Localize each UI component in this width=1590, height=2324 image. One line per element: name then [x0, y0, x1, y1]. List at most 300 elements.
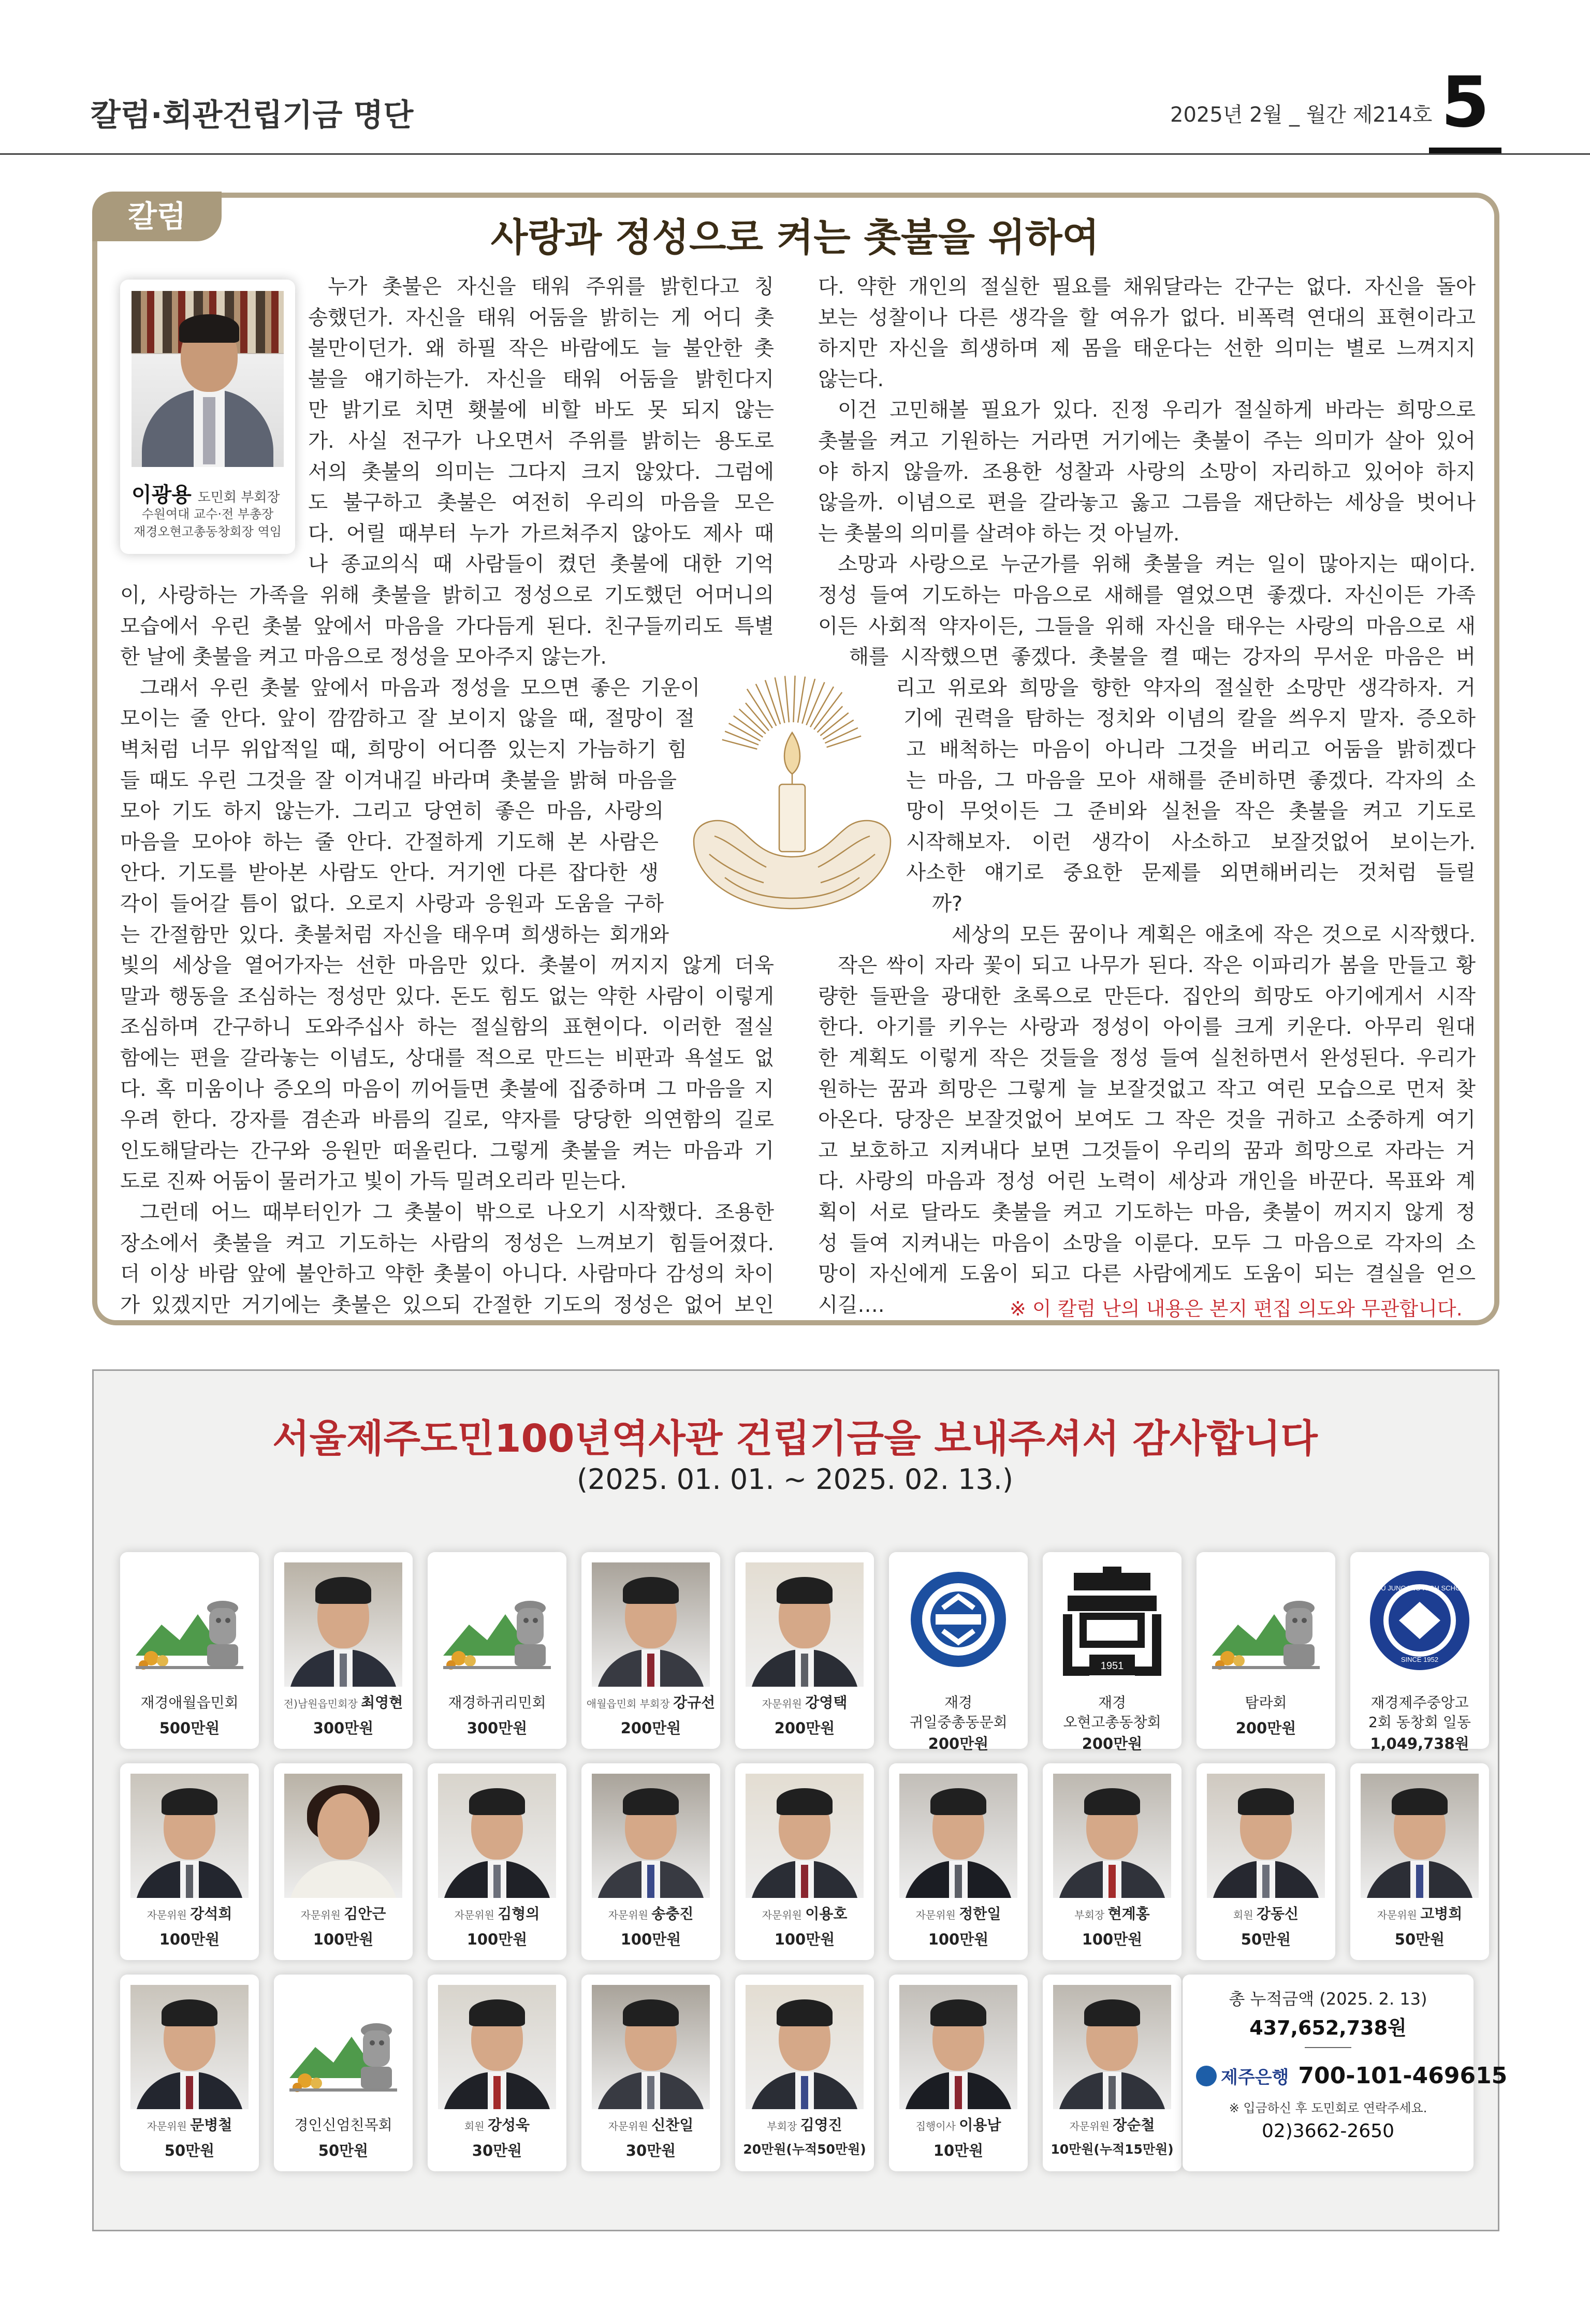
page-number: 5: [1441, 62, 1490, 143]
portrait-hair: [315, 1577, 371, 1604]
portrait-hair: [623, 1788, 679, 1815]
column-right-line-text: 는 촛불의 의미를 살려야 하는 것 아닐까.: [818, 521, 1180, 546]
jungang-name: JEJU JUNGANG HIGH SCHOOL: [1369, 1584, 1470, 1592]
author-name-line: [132, 478, 287, 508]
column-right-line: [818, 333, 1476, 364]
column-left-line-text: 도 불구하고 촛불은 여전히 우리의 마음을 모은: [308, 491, 774, 515]
issue-info: 2025년 2월 _ 월간 제214호: [1170, 103, 1433, 127]
donor-amount: 500만원: [159, 1719, 220, 1737]
column-right-line: [818, 1105, 1476, 1136]
column-left-line-text: 함에는 편을 갈라놓는 이념도, 상대를 적으로 만드는 비판과 욕설도 없: [120, 1046, 774, 1070]
donor-role: 자문위원: [300, 1909, 344, 1921]
column-right-line-text: 고 보호하고 지켜내다 보면 그것들이 우리의 꿈과 희망으로 자라는 거: [818, 1138, 1476, 1163]
column-left-line: [308, 395, 774, 426]
donor-org-name: 재경: [944, 1694, 973, 1711]
donor-role: 자문위원: [608, 2120, 652, 2132]
portrait-tie: [647, 2076, 654, 2109]
donor-card: [735, 1552, 874, 1749]
donor-amount: 10만원(누적15만원): [1051, 2142, 1174, 2157]
donor-org-name: 탐라회: [1245, 1694, 1287, 1711]
column-right-line: [906, 766, 1476, 797]
column-left-line-text: 는 간절함만 있다. 촛불처럼 자신을 태우며 희생하는 회개와: [120, 923, 669, 947]
donor-name-block: [1350, 1693, 1489, 1732]
portrait-hair: [623, 1999, 679, 2026]
harubang-logo-icon: [1212, 1583, 1320, 1671]
column-left-line: [120, 642, 774, 673]
portrait-hair: [1084, 1999, 1140, 2026]
donor-amount: 100만원: [159, 1931, 220, 1948]
donor-photo: [1207, 1562, 1325, 1687]
donor-name: 김영진: [800, 2116, 842, 2133]
donor-amount: 100만원: [928, 1931, 989, 1948]
donor-name: 김안근: [344, 1905, 386, 1922]
column-right-line-text: 하지만 자신을 희생하며 제 몸을 태운다는 선한 의미는 별로 느껴지지: [818, 337, 1476, 361]
portrait-tie: [493, 1865, 501, 1898]
column-right-line: [818, 1166, 1476, 1197]
portrait-hair: [1084, 1788, 1140, 1815]
author-photo: [132, 291, 284, 467]
column-left-line-text: 다. 어릴 때부터 누가 가르쳐주지 않아도 제사 때: [308, 521, 774, 546]
donor-card: [274, 1975, 413, 2171]
donor-amount: 50만원: [1241, 1931, 1291, 1948]
donor-name-block: [428, 2115, 566, 2136]
candle-ray: [785, 676, 789, 723]
donor-amount: 300만원: [313, 1719, 374, 1737]
bank-name: 제주은행: [1221, 2067, 1289, 2088]
donor-card: [428, 1552, 566, 1749]
column-right-line-text: 망이 무엇이든 그 준비와 실천을 작은 촛불을 켜고 기도로: [906, 799, 1476, 824]
portrait-hair: [162, 1999, 217, 2026]
column-left-line-text: 그래서 우린 촛불 앞에서 마음과 정성을 모으면 좋은 기운이: [140, 676, 700, 700]
column-right-line: [906, 735, 1476, 766]
candle-ray: [827, 736, 862, 748]
donor-org-name: 재경제주중앙고: [1370, 1694, 1469, 1711]
total-amount: 437,652,738원: [1249, 2016, 1407, 2039]
donor-card: [735, 1763, 874, 1960]
column-right-line: [818, 1074, 1476, 1105]
donor-card: [120, 1763, 259, 1960]
donor-photo: [746, 1774, 864, 1898]
donor-photo: [899, 1985, 1017, 2109]
donor-photo: [899, 1562, 1017, 1687]
column-left-line: [120, 889, 664, 920]
column-left-line: [120, 580, 774, 611]
donor-role: 회원: [464, 2120, 488, 2132]
portrait-tie: [801, 1865, 808, 1898]
column-left-line: [120, 1105, 774, 1136]
donor-photo: [130, 1774, 249, 1898]
portrait-tie: [801, 2076, 808, 2109]
column-right-line: [818, 272, 1476, 303]
column-right-line-text: 기에 권력을 탐하는 정치와 이념의 칼을 씌우지 말자. 증오하: [903, 707, 1476, 731]
column-left-line: [308, 364, 774, 396]
donor-amount: 200만원: [928, 1735, 989, 1752]
donor-photo: [1361, 1774, 1479, 1898]
donor-amount: 30만원: [625, 2142, 676, 2159]
column-left-line: [308, 303, 774, 334]
donor-card: [735, 1975, 874, 2171]
donor-role: 부회장: [767, 2120, 800, 2132]
column-right-line-text: 획이 서로 달라도 촛불을 켜고 기도하는 마음, 촛불이 꺼지지 않게 정: [818, 1201, 1476, 1224]
donor-org-name: 경인신엄친목회: [294, 2116, 392, 2133]
column-left-line: [120, 766, 677, 797]
candle-ray: [775, 677, 785, 723]
column-left-line-text: 도로 진짜 어둠이 물러가고 빛이 가득 밀려오리라 믿는다.: [120, 1170, 627, 1194]
donor-name: 김형의: [498, 1905, 540, 1922]
donor-org-name: 2회 동창회 일동: [1368, 1714, 1471, 1731]
harubang-logo-icon: [443, 1583, 551, 1671]
donor-amount: 200만원: [1235, 1719, 1296, 1737]
column-left-line-text: 송했던가. 자신을 태워 어둠을 밝히는 게 어디 촛: [308, 305, 774, 330]
donor-card: [120, 1552, 259, 1749]
column-left-line-text: 우려 한다. 강자를 겸손과 바름의 길로, 약자를 당당한 의연함의 길로: [120, 1108, 774, 1132]
column-right-line: [818, 426, 1476, 457]
column-left-line-text: 그런데 어느 때부터인가 그 촛불이 밖으로 나오기 시작했다. 조용한: [140, 1201, 774, 1224]
author-card: [120, 280, 295, 554]
column-left-line: [120, 735, 687, 766]
donor-name: 현계홍: [1107, 1905, 1150, 1922]
donor-role: 집행이사: [915, 2120, 959, 2132]
column-right-line: [906, 858, 1476, 889]
donor-name-block: [428, 1904, 566, 1925]
donor-card: [1197, 1763, 1335, 1960]
donor-name-block: [735, 1693, 874, 1714]
column-title: 사랑과 정성으로 켜는 촛불을 위하여: [490, 215, 1100, 260]
donor-name-block: [1350, 1904, 1489, 1925]
donor-name: 강영택: [805, 1694, 848, 1711]
donor-org-name: 재경하귀리민회: [448, 1694, 546, 1711]
donor-role: 자문위원: [915, 1909, 959, 1921]
portrait-hair: [777, 1999, 833, 2026]
donor-amount: 30만원: [472, 2142, 522, 2159]
column-left-line-text: 안다. 기도를 받아본 사람도 안다. 거기엔 다른 잡다한 생: [120, 861, 659, 885]
donor-amount: 50만원: [164, 2142, 215, 2159]
column-right-line-text: 작은 싹이 자라 꽃이 되고 나무가 된다. 작은 이파리가 봄을 만들고 황: [838, 954, 1476, 978]
column-left-line: [140, 1197, 774, 1229]
column-left-line-text: 모습에서 우린 촛불 앞에서 마음을 가다듬게 된다. 친구들끼리도 특별: [120, 614, 774, 638]
column-left-line-text: 장소에서 촛불을 켜고 기도하는 사람의 정성은 느껴보기 힘들어졌다.: [120, 1231, 774, 1255]
donor-photo: [1053, 1774, 1171, 1898]
portrait-hair: [623, 1577, 679, 1604]
column-right-line: [932, 889, 984, 920]
jungang-emblem-icon: [1361, 1562, 1479, 1687]
ohyun-emblem-icon: [1053, 1562, 1171, 1687]
column-right-line-text: 사소한 얘기로 중요한 문제를 외면해버리는 것처럼 들릴: [906, 861, 1476, 885]
portrait-tie: [647, 1865, 654, 1898]
contact-phone: 02)3662-2650: [1261, 2121, 1395, 2142]
donor-name-block: [120, 2115, 259, 2136]
author-name: 이광용: [132, 483, 192, 507]
column-right-line-text: 다. 약한 개인의 절실한 필요를 채워달라는 간구는 없다. 자신을 돌아: [818, 275, 1476, 299]
donor-name-block: [1043, 1904, 1181, 1925]
column-left-line-text: 만 밝기로 치면 횃불에 비할 바도 못 되지 않는: [308, 398, 774, 422]
column-right-line-text: 한다. 아기를 키우는 사랑과 정성이 아이를 크게 키운다. 아무리 원대: [818, 1015, 1476, 1040]
donor-photo: [592, 1774, 710, 1898]
column-right-line-text: 량한 들판을 광대한 초록으로 만든다. 집안의 희망도 아기에게서 시작: [818, 984, 1476, 1008]
donor-name: 정한일: [959, 1905, 1001, 1922]
column-left-line-text: 각이 들어갈 틈이 없다. 오로지 사랑과 응원과 도움을 구하: [120, 892, 664, 916]
column-disclaimer: ※ 이 칼럼 난의 내용은 본지 편집 의도와 무관합니다.: [1010, 1297, 1463, 1320]
column-right-line: [952, 920, 1476, 951]
column-right-line: [818, 1043, 1476, 1074]
total-separator: [1305, 2047, 1351, 2048]
column-right-line-text: 시작해보자. 이런 생각이 사소하고 보잘것없어 보이는가.: [906, 830, 1476, 854]
donor-name-block: [581, 2115, 720, 2136]
donor-card: [1350, 1763, 1489, 1960]
column-left-line: [328, 272, 774, 303]
donor-name-block: [581, 1904, 720, 1925]
candle-hands-illustration: [673, 670, 911, 929]
column-left-line-text: 인도해달라는 간구와 응원만 떠올린다. 그렇게 촛불을 켜는 마음과 기: [120, 1138, 774, 1163]
donor-name-block: [120, 1693, 259, 1713]
donor-name-block: [274, 1693, 413, 1714]
donor-photo: [592, 1985, 710, 2109]
candle-ray: [793, 676, 795, 722]
donor-name: 고병희: [1420, 1905, 1463, 1922]
portrait-hair: [469, 1788, 525, 1815]
donor-amount: 100만원: [1082, 1931, 1143, 1948]
donor-name-block: [1043, 1693, 1181, 1732]
section-title: 칼럼·회관건립기금 명단: [91, 97, 414, 134]
column-right-line: [818, 519, 1476, 550]
column-left-line-text: 이, 사랑하는 가족을 위해 촛불을 밝히고 정성으로 기도했던 어머니의: [120, 583, 774, 607]
donor-amount: 100만원: [620, 1931, 681, 1948]
harubang-logo-icon: [136, 1583, 243, 1671]
donor-name: 장순철: [1113, 2116, 1155, 2133]
column-right-line: [896, 673, 1476, 704]
column-left-line: [308, 519, 774, 550]
portrait-hair: [930, 1999, 986, 2026]
donor-photo: [1053, 1562, 1171, 1687]
author-affiliation-2: 재경오현고총동창회장 역임: [134, 524, 282, 539]
donor-name: 이용호: [805, 1905, 848, 1922]
donor-name-block: [889, 1693, 1028, 1732]
column-right-line-text: 않는다.: [818, 367, 884, 391]
donor-amount: 10만원: [933, 2142, 984, 2159]
column-right-line: [838, 951, 1476, 982]
column-left-line: [120, 611, 774, 642]
harubang-logo-icon: [289, 2006, 397, 2094]
donor-card: [889, 1975, 1028, 2171]
donor-card: [1043, 1975, 1181, 2171]
column-left-line: [120, 951, 774, 982]
bank-account-line: [1196, 2063, 1508, 2089]
donor-role: 전)남원읍민회장: [283, 1698, 361, 1710]
donor-amount: 200만원: [1082, 1735, 1143, 1752]
donor-period: (2025. 01. 01. ~ 2025. 02. 13.): [576, 1463, 1014, 1496]
column-left-line: [120, 1259, 774, 1290]
portrait-face: [317, 1793, 369, 1860]
donor-photo: [284, 1985, 402, 2109]
column-left-line: [120, 1043, 774, 1074]
column-right-line-text: 다. 사랑의 마음과 정성 어린 노력이 세상과 개인을 바꾼다. 목표와 계: [818, 1170, 1476, 1194]
donor-role: 자문위원: [762, 1909, 806, 1921]
column-right-line-text: 않을까. 이념으로 편을 갈라놓고 옳고 그름을 재단하는 세상을 벗어나: [818, 491, 1476, 515]
donor-name-block: [274, 1904, 413, 1925]
portrait-tie: [647, 1654, 654, 1687]
column-left-line: [120, 1166, 774, 1197]
column-right-line-text: 이건 고민해볼 필요가 있다. 진정 우리가 절실하게 바라는 희망으로: [838, 398, 1476, 422]
donor-role: 회원: [1233, 1909, 1257, 1921]
donor-amount: 50만원: [1394, 1931, 1445, 1948]
column-right-line-text: 소망과 사랑으로 누군가를 위해 촛불을 켜는 일이 많아지는 때이다.: [838, 552, 1476, 577]
donor-title: 서울제주도민100년역사관 건립기금을 보내주셔서 감사합니다: [272, 1416, 1318, 1461]
column-right-line: [818, 488, 1476, 519]
column-right-line-text: 세상의 모든 꿈이나 계획은 애초에 작은 것으로 시작했다.: [952, 923, 1476, 947]
column-right-line-text: 해를 시작했으면 좋겠다. 촛불을 켤 때는 강자의 무서운 마음은 버: [849, 645, 1476, 669]
portrait-tie: [1108, 1865, 1116, 1898]
donor-photo: [130, 1985, 249, 2109]
deposit-note: ※ 입금하신 후 도민회로 연락주세요.: [1229, 2101, 1427, 2115]
donor-name-block: [1197, 1904, 1335, 1925]
column-left-line-text: 말과 행동을 조심하는 정성만 있다. 돈도 힘도 없는 약한 사람이 이렇게: [120, 984, 774, 1008]
donor-amount: 100만원: [466, 1931, 528, 1948]
donor-name: 문병철: [190, 2116, 232, 2133]
donor-name-block: [1043, 2115, 1181, 2136]
column-left-line-text: 더 이상 바람 앞에 불안하고 약한 촛불이 아니다. 사람마다 감성의 차이: [120, 1262, 774, 1287]
column-right-line: [818, 1229, 1476, 1260]
column-left-line-text: 들 때도 우린 그것을 잘 이겨내길 바라며 촛불을 밝혀 마음을: [120, 768, 677, 793]
column-right-line-text: 야 하지 않을까. 조용한 성찰과 사랑의 소망이 자리하고 있어야 하지: [818, 460, 1476, 484]
column-right-line: [818, 580, 1476, 611]
column-left-line-text: 서의 촛불의 의미는 그다지 크지 않았다. 그럼에: [308, 460, 774, 484]
column-right-line: [818, 1012, 1476, 1043]
author-title: 도민회 부회장: [197, 490, 280, 505]
column-right-line: [818, 457, 1476, 488]
donor-role: 자문위원: [1377, 1909, 1421, 1921]
donor-card: [1043, 1763, 1181, 1960]
column-left-line: [308, 426, 774, 457]
column-left-line-text: 한 날에 촛불을 켜고 마음으로 정성을 모아주지 않는가.: [120, 645, 607, 669]
author-affiliation: [120, 505, 295, 540]
column-left-line: [120, 858, 659, 889]
total-card: [1183, 1975, 1508, 2171]
donor-name-block: [274, 2115, 413, 2135]
donor-name-block: [889, 2115, 1028, 2136]
donor-photo: [746, 1562, 864, 1687]
donor-name: 강석희: [190, 1905, 232, 1922]
donor-org-name: 재경: [1098, 1694, 1127, 1711]
donor-amount: 200만원: [620, 1719, 681, 1737]
portrait-hair: [469, 1999, 525, 2026]
portrait-tie: [493, 2076, 501, 2109]
portrait-hair: [1392, 1788, 1448, 1815]
donor-name-block: [428, 1693, 566, 1713]
total-label: 총 누적금액 (2025. 2. 13): [1229, 1989, 1427, 2009]
column-right-line: [818, 982, 1476, 1013]
donor-role: 부회장: [1074, 1909, 1108, 1921]
donor-org-name: 오현고총동창회: [1063, 1714, 1161, 1731]
donor-card: [428, 1763, 566, 1960]
column-left-line: [308, 333, 774, 364]
column-right-line-text: 이든 사회적 약자이든, 그들을 위해 자신을 태우는 사랑의 마음으로 새: [818, 614, 1476, 638]
donor-card: [274, 1763, 413, 1960]
portrait-tie: [186, 2076, 193, 2109]
column-left-line-text: 나 종교의식 때 사람들이 켰던 촛불에 대한 기억: [308, 552, 774, 577]
column-right-line-text: 아온다. 당장은 보잘것없어 보여도 그 작은 것을 귀하고 소중하게 여기: [818, 1108, 1476, 1132]
column-right-line-text: 리고 위로와 희망을 향한 약자의 절실한 소망만 생각하자. 거: [896, 676, 1476, 700]
portrait-hair: [1238, 1788, 1294, 1815]
portrait-tie: [1416, 1865, 1423, 1898]
column-right-line-text: 까?: [932, 892, 963, 916]
donor-name: 최영현: [361, 1694, 403, 1711]
column-left-line-text: 벽처럼 너무 위압적일 때, 희망이 어디쯤 있는지 가늠하기 힘: [120, 738, 687, 762]
ohyun-year: 1951: [1100, 1660, 1124, 1672]
donor-role: 자문위원: [762, 1698, 806, 1710]
header-rule: [0, 153, 1590, 155]
portrait-hair: [162, 1788, 217, 1815]
column-left-line: [140, 673, 700, 704]
donor-amount: 300만원: [466, 1719, 528, 1737]
donor-name-block: [735, 2115, 874, 2136]
donor-card: [581, 1552, 720, 1749]
column-left-line: [308, 549, 774, 580]
column-left-line: [120, 920, 669, 951]
donor-card: [1043, 1552, 1181, 1752]
column-left-line: [120, 1074, 774, 1105]
donor-card: [581, 1975, 720, 2171]
donor-photo: [438, 1774, 556, 1898]
column-right-line-text: 보는 성찰이나 다른 생각을 할 여유가 없다. 비폭력 연대의 표현이라고: [818, 305, 1476, 330]
column-left-line: [120, 827, 659, 858]
candle-ray: [722, 740, 757, 749]
column-left-line-text: 불을 얘기하는가. 자신을 태워 어둠을 밝힌다지: [308, 367, 774, 391]
column-right-line: [906, 827, 1476, 858]
donor-amount: 200만원: [774, 1719, 835, 1737]
donor-amount: 100만원: [313, 1931, 374, 1948]
donor-card: [428, 1975, 566, 2171]
portrait-tie: [801, 1654, 808, 1687]
column-right-line: [849, 642, 1476, 673]
column-left-line: [120, 1136, 774, 1167]
bank-account: 700-101-469615: [1298, 2063, 1508, 2089]
donor-name-block: [735, 1904, 874, 1925]
donor-amount: 50만원: [318, 2142, 369, 2159]
column-right-line-text: 는 마음, 그 마음을 모아 새해를 준비하면 좋겠다. 각자의 소: [906, 768, 1476, 793]
column-left-line: [308, 488, 774, 519]
column-right-line: [818, 1136, 1476, 1167]
donor-card: [889, 1552, 1028, 1752]
donor-name: 강규선: [673, 1694, 716, 1711]
column-left-line-text: 조심하며 간구하니 도와주십사 하는 절실함의 표현이다. 이러한 절실: [120, 1015, 774, 1040]
donor-name-block: [1197, 1693, 1335, 1713]
donor-photo: [438, 1985, 556, 2109]
donor-name-block: [581, 1693, 720, 1714]
donor-name: 송충진: [651, 1905, 694, 1922]
column-right-line: [906, 796, 1476, 827]
donor-org-name: 재경애월읍민회: [140, 1694, 239, 1711]
column-right-line-text: 고 배척하는 마음이 아니라 그것을 버리고 어둠을 밝히겠다: [906, 738, 1476, 762]
donor-role: 자문위원: [454, 1909, 498, 1921]
donor-amount: 1,049,738원: [1370, 1735, 1469, 1752]
donor-role: 애월읍민회 부회장: [586, 1698, 674, 1710]
donor-name: 강동신: [1256, 1905, 1299, 1922]
column-right-line-text: 원하는 꿈과 희망은 그렇게 늘 보잘것없고 작고 여린 모습으로 먼저 찾: [818, 1077, 1476, 1101]
column-left-line: [120, 1290, 774, 1321]
column-right-line-text: 한 계획도 이렇게 작은 것들을 정성 들여 실천하면서 완성된다. 우리가: [818, 1046, 1476, 1070]
donor-photo: [284, 1774, 402, 1898]
column-left-line-text: 다. 혹 미움이나 증오의 마음이 끼어들면 촛불에 집중하며 그 마음을 지: [120, 1077, 774, 1101]
donor-photo: [899, 1774, 1017, 1898]
donor-card: [1350, 1552, 1489, 1752]
donor-amount: 100만원: [774, 1931, 835, 1948]
portrait-tie: [955, 1865, 962, 1898]
portrait-tie: [1262, 1865, 1270, 1898]
donor-name-block: [120, 1904, 259, 1925]
portrait-tie: [955, 2076, 962, 2109]
column-right-line: [903, 704, 1476, 735]
column-left-line-text: 누가 촛불은 자신을 태워 주위를 밝힌다고 칭: [328, 275, 774, 299]
